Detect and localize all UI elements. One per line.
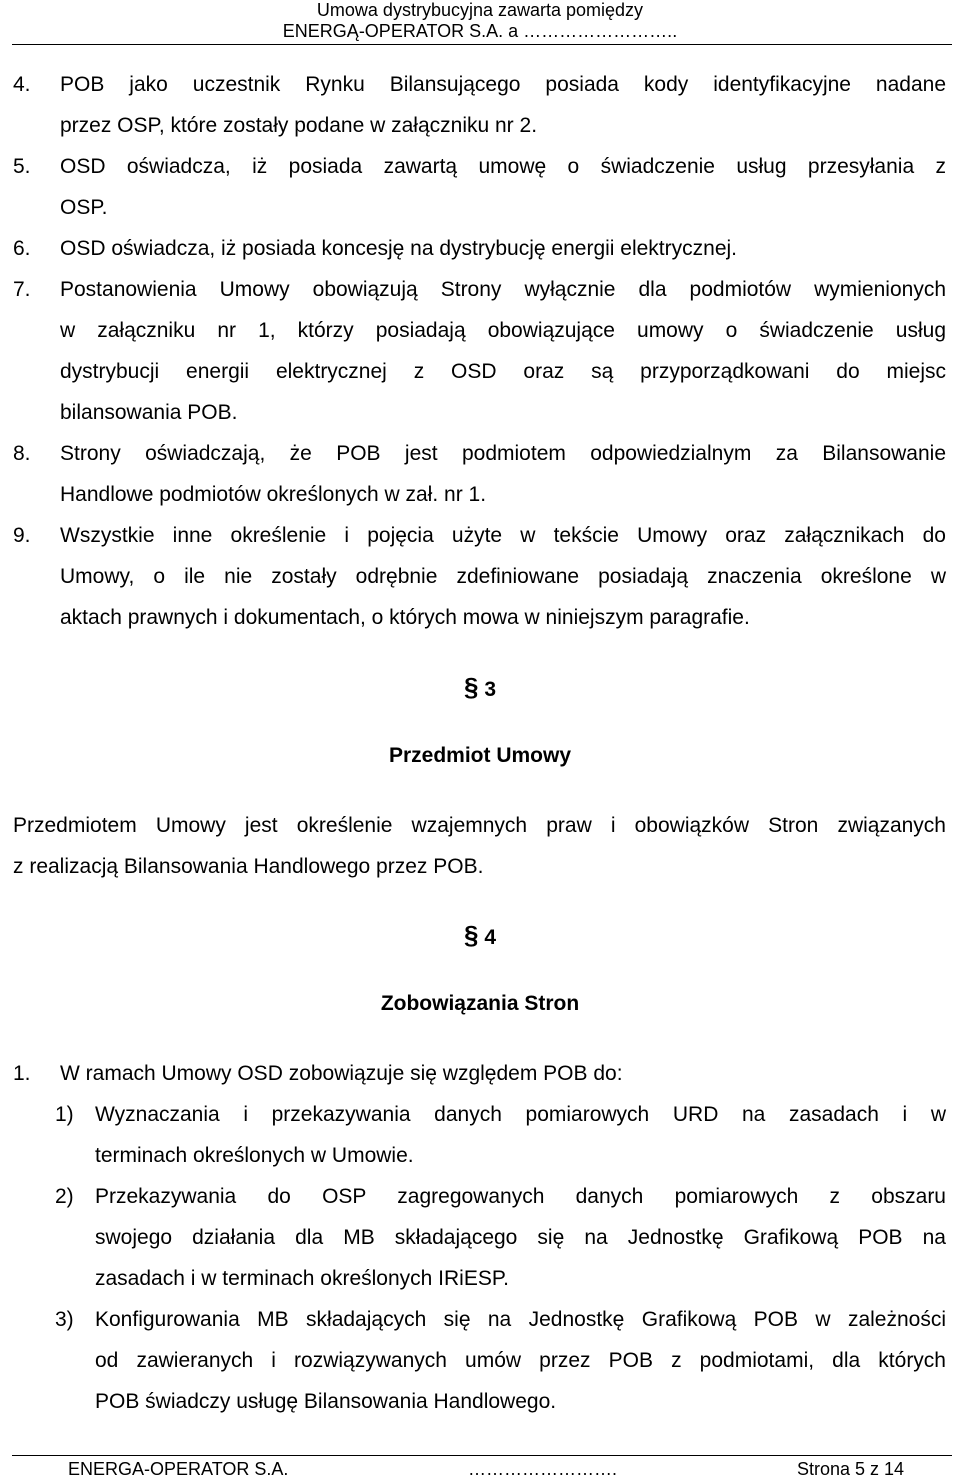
list-item-number: 1. <box>13 1062 31 1085</box>
list-item-line: Postanowienia Umowy obowiązują Strony wyłącznie dla podmiotów wymienionych <box>60 278 946 301</box>
paragraph-sign: § <box>464 672 479 702</box>
list-item-line: OSD oświadcza, iż posiada zawartą umowę o świadczenie usług przesyłania z <box>60 155 946 178</box>
sublist-item-line: zasadach i w terminach określonych IRiESP. <box>95 1267 509 1290</box>
list-item-number: 7. <box>13 278 31 301</box>
list-item-line: Strony oświadczają, że POB jest podmiotem odpowiedzialnym za Bilansowanie <box>60 442 946 465</box>
section-3-body-line: Przedmiotem Umowy jest określenie wzajemnych praw i obowiązków Stron związanych <box>13 814 946 837</box>
list-item-line: Umowy, o ile nie zostały odrębnie zdefiniowane posiadają znaczenia określone w <box>60 565 946 588</box>
section-number: 3 <box>484 678 496 701</box>
list-item-line: bilansowania POB. <box>60 401 238 424</box>
list-item-line: Handlowe podmiotów określonych w zał. nr 1. <box>60 483 487 506</box>
list-item-line: przez OSP, które zostały podane w załączniku nr 2. <box>60 114 538 137</box>
list-item-number: 8. <box>13 442 31 465</box>
list-item-number: 4. <box>13 73 31 96</box>
section-number: 4 <box>484 926 496 949</box>
list-item-line: POB jako uczestnik Rynku Bilansującego posiada kody identyfikacyjne nadane <box>60 73 946 96</box>
list-item-line: W ramach Umowy OSD zobowiązuje się względem POB do: <box>60 1062 623 1085</box>
sublist-item-line: Konfigurowania MB składających się na Jednostkę Grafikową POB w zależności <box>95 1308 946 1331</box>
header-divider <box>12 44 952 45</box>
section-3-title: Przedmiot Umowy <box>388 744 572 767</box>
footer-page-number: Strona 5 z 14 <box>797 1459 905 1479</box>
sublist-item-line: swojego działania dla MB składającego się na Jednostkę Grafikową POB na <box>95 1226 946 1249</box>
paragraph-sign: § <box>464 920 479 950</box>
sublist-item-line: Przekazywania do OSP zagregowanych danych pomiarowych z obszaru <box>95 1185 946 1208</box>
sublist-item-line: od zawieranych i rozwiązywanych umów przez POB z podmiotami, dla których <box>95 1349 946 1372</box>
sublist-item-line: Wyznaczania i przekazywania danych pomiarowych URD na zasadach i w <box>95 1103 946 1126</box>
header-title-line1: Umowa dystrybucyjna zawarta pomiędzy <box>316 0 644 20</box>
sublist-item-line: POB świadczy usługę Bilansowania Handlowego. <box>95 1390 557 1413</box>
list-item-line: Wszystkie inne określenie i pojęcia użyte w tekście Umowy oraz załącznikach do <box>60 524 946 547</box>
list-item-number: 5. <box>13 155 31 178</box>
list-item-line: aktach prawnych i dokumentach, o których mowa w niniejszym paragrafie. <box>60 606 750 629</box>
section-3-body-line: z realizacją Bilansowania Handlowego przez POB. <box>13 855 484 878</box>
list-item-line: dystrybucji energii elektrycznej z OSD oraz są przyporządkowani do miejsc <box>60 360 946 383</box>
list-item-number: 9. <box>13 524 31 547</box>
section-4-title: Zobowiązania Stron <box>380 992 580 1015</box>
sublist-item-number: 1) <box>55 1103 74 1126</box>
sublist-item-line: terminach określonych w Umowie. <box>95 1144 414 1167</box>
list-item-line: OSP. <box>60 196 108 219</box>
footer-company: ENERGA-OPERATOR S.A. <box>68 1459 289 1479</box>
list-item-line: OSD oświadcza, iż posiada koncesję na dystrybucję energii elektrycznej. <box>60 237 737 260</box>
list-item-line: w załączniku nr 1, którzy posiadają obowiązujące umowy o świadczenie usług <box>60 319 946 342</box>
footer-divider <box>12 1455 952 1456</box>
section-3-number <box>0 667 960 710</box>
sublist-item-number: 2) <box>55 1185 74 1208</box>
sublist-item-number: 3) <box>55 1308 74 1331</box>
footer-signature-placeholder: ……………………. <box>468 1459 618 1479</box>
header-title-line2: ENERGĄ-OPERATOR S.A. a …………………….. <box>282 21 678 41</box>
section-4-number <box>0 915 960 958</box>
list-item-number: 6. <box>13 237 31 260</box>
